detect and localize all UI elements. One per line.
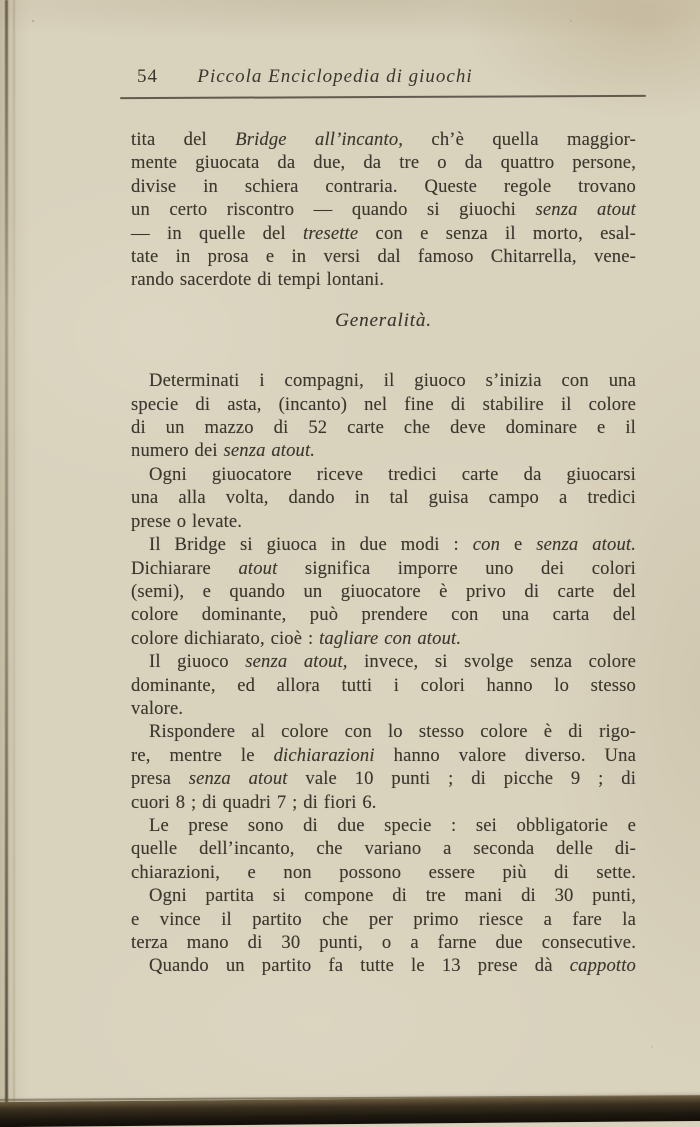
italic-phrase: Bridge all’incanto, <box>235 129 404 150</box>
italic-phrase: senza atout <box>535 199 636 221</box>
bottom-scan-edge <box>0 1096 700 1127</box>
text-line: Il Bridge si giuoca in due modi : con e senza atout. <box>149 534 637 556</box>
text-line: numero dei senza atout. <box>131 440 316 462</box>
italic-phrase: atout <box>238 557 278 579</box>
italic-phrase: senza atout, <box>245 651 348 673</box>
text-line: un certo riscontro — quando si giuochi senza atout <box>131 199 636 221</box>
italic-phrase: con <box>472 534 501 556</box>
running-title: Piccola Enciclopedia di giuochi <box>197 66 473 87</box>
italic-phrase: cappotto <box>569 955 636 977</box>
text-line: chiarazioni, e non possono essere più di sette. <box>131 861 636 883</box>
left-page-crease <box>5 0 8 1112</box>
text-line: tate in prosa e in versi dal famoso Chitarrella, vene- <box>131 246 636 268</box>
text-line: colore dominante, può prendere con una carta del <box>131 604 636 626</box>
text-line: cuori 8 ; di quadri 7 ; di fiori 6. <box>131 791 377 813</box>
text-line: Il giuoco senza atout, invece, si svolge senza colore <box>149 651 636 673</box>
text-line: una alla volta, dando in tal guisa campo a tredici <box>131 487 636 509</box>
italic-phrase: tresette <box>303 222 359 244</box>
left-page-crease-soft <box>13 0 15 1112</box>
text-line: di un mazzo di 52 carte che deve dominare e il <box>131 417 636 439</box>
text-line: Ogni giuocatore riceve tredici carte da giuocarsi <box>149 463 636 485</box>
text-line: colore dichiarato, cioè : tagliare con atout. <box>131 627 462 649</box>
text-line: (semi), e quando un giuocatore è privo di carte del <box>131 580 636 602</box>
text-line: Determinati i compagni, il giuoco s’inizia con una <box>149 370 636 392</box>
text-line: specie di asta, (incanto) nel fine di stabilire il colore <box>131 393 636 415</box>
text-line: quelle dell’incanto, che variano a seconda delle di- <box>131 838 636 860</box>
page-header <box>120 66 646 102</box>
text-line: presa senza atout vale 10 punti ; di picche 9 ; di <box>131 768 637 790</box>
text-line: tita del Bridge all’incanto, ch’è quella maggior- <box>131 129 636 150</box>
text-line: — in quelle del tresette con e senza il morto, esal- <box>131 222 636 244</box>
italic-phrase: senza atout <box>188 768 288 790</box>
italic-phrase: senza atout. <box>223 440 316 462</box>
page-number: 54 <box>137 66 158 87</box>
text-line: rando sacerdote di tempi lontani. <box>131 269 385 291</box>
text-line: Quando un partito fa tutte le 13 prese dà cappotto <box>149 955 636 977</box>
text-line: valore. <box>131 697 184 719</box>
page-body <box>131 128 636 978</box>
section-heading: Generalità. <box>335 309 432 331</box>
text-line: re, mentre le dichiarazioni hanno valore diverso. Una <box>131 744 636 766</box>
text-line: Le prese sono di due specie : sei obbligatorie e <box>149 814 636 836</box>
text-line: mente giuocata da due, da tre o da quattro persone, <box>131 152 636 174</box>
text-line: e vince il partito che per primo riesce a fare la <box>131 908 636 930</box>
italic-phrase: dichiarazioni <box>273 744 375 766</box>
italic-phrase: senza atout. <box>536 534 637 556</box>
text-line: terza mano di 30 punti, o a farne due consecutive. <box>131 932 636 953</box>
text-line: Dichiarare atout significa imporre uno dei colori <box>131 557 636 579</box>
italic-phrase: tagliare con atout. <box>319 627 462 649</box>
header-rule <box>120 95 646 99</box>
text-line: dominante, ed allora tutti i colori hanno lo stesso <box>131 674 636 696</box>
text-line: Rispondere al colore con lo stesso colore è di rigo- <box>149 721 636 743</box>
text-line: divise in schiera contraria. Queste regole trovano <box>131 175 636 197</box>
text-line: Ogni partita si compone di tre mani di 30 punti, <box>149 885 636 907</box>
text-line: prese o levate. <box>131 510 243 532</box>
